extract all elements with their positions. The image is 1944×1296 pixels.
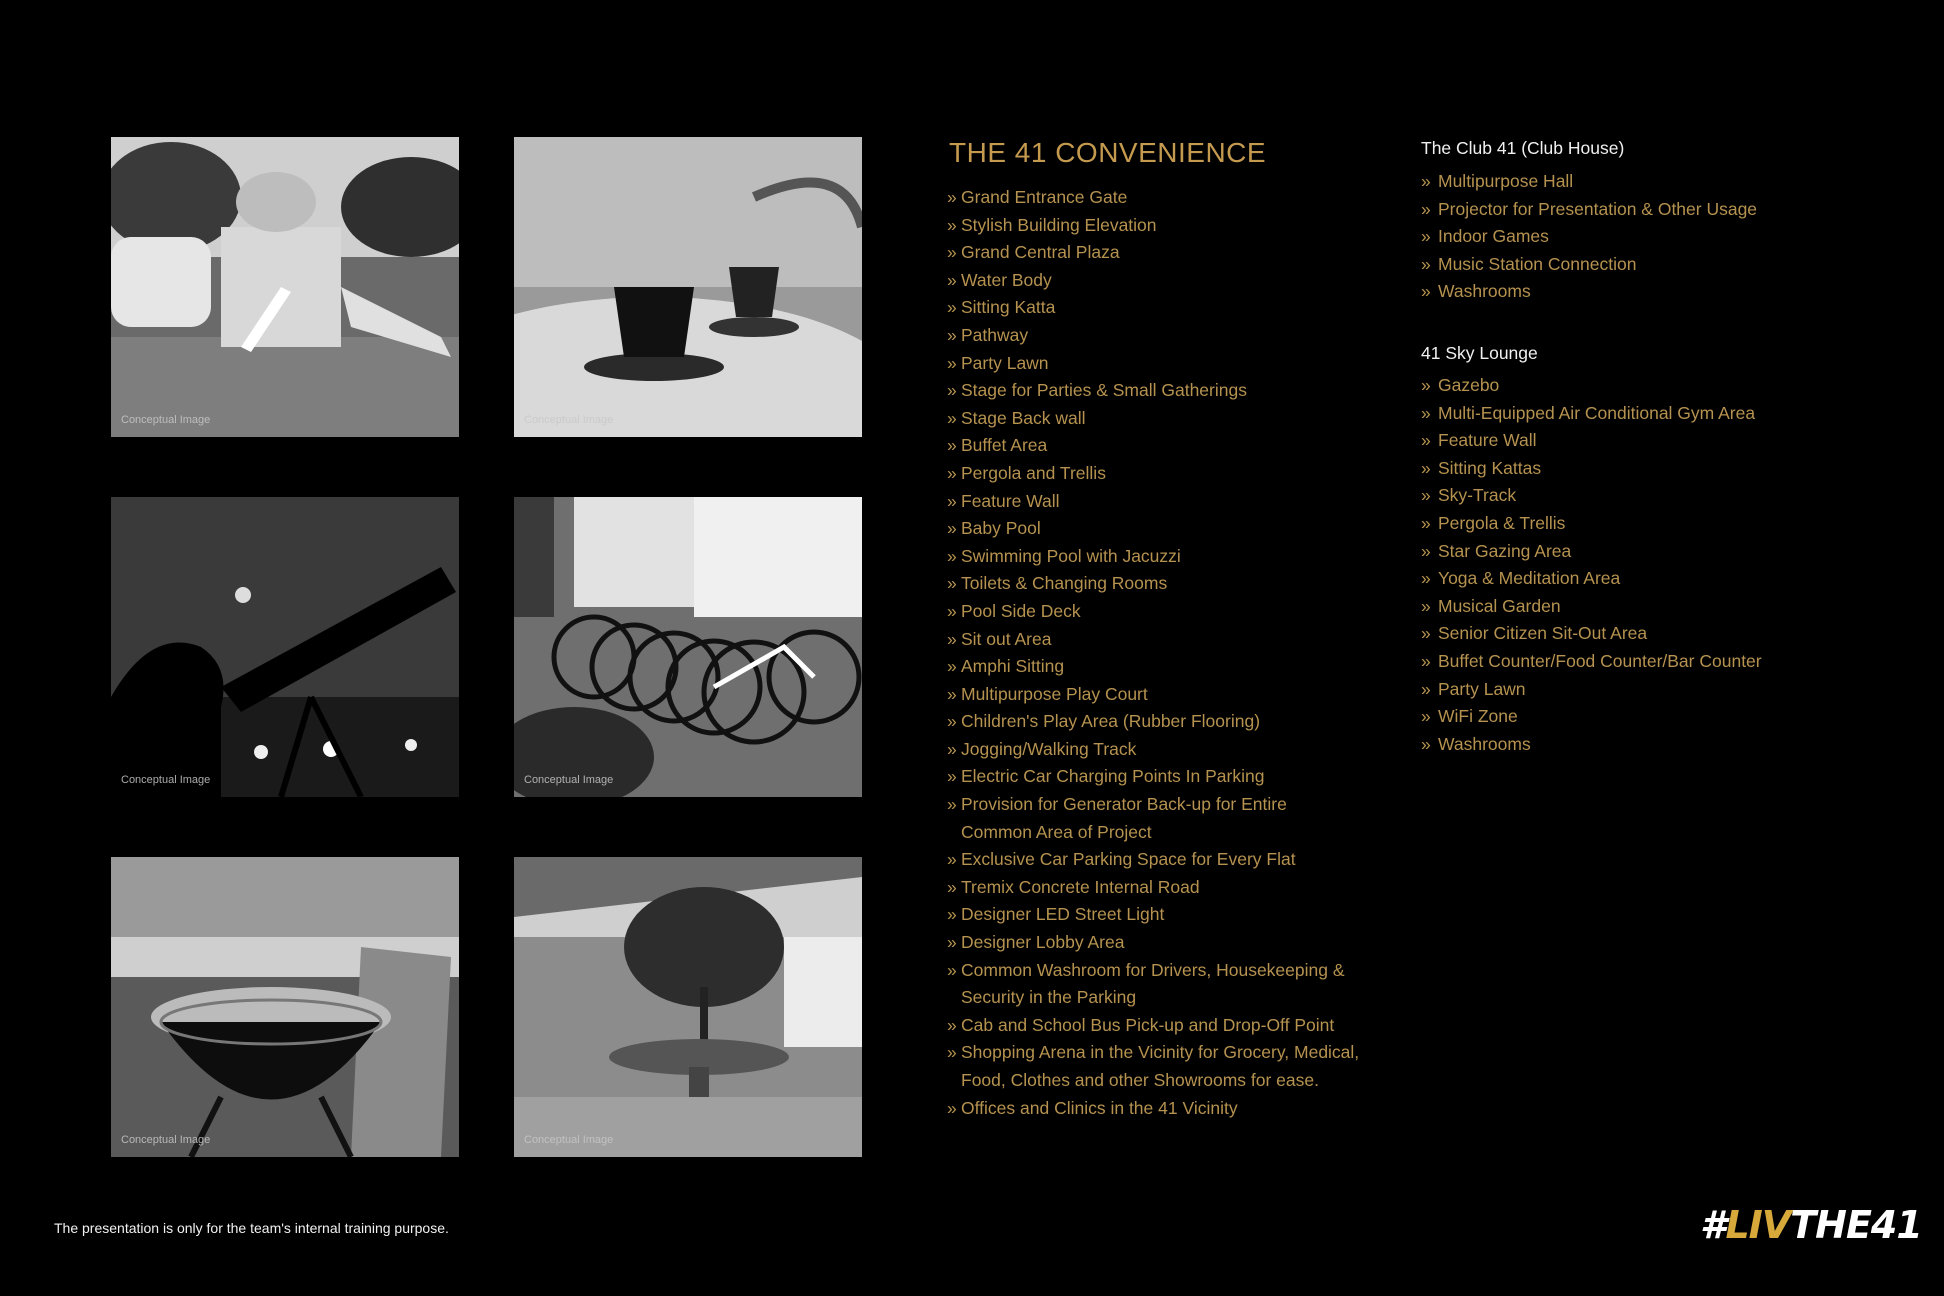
image-caption: Conceptual Image (121, 774, 211, 786)
list-item: » Music Station Connection (1421, 251, 1757, 279)
list-item: » Stage for Parties & Small Gatherings (947, 377, 1359, 405)
photo-telescope (111, 497, 459, 797)
photo-barbecue (111, 857, 459, 1157)
club-amenities-list (1421, 168, 1757, 306)
logo-liv: LIV (1725, 1203, 1791, 1247)
sky-lounge-amenities-list (1421, 372, 1762, 758)
playground-photo-icon (111, 137, 459, 437)
coffee-cups-photo-icon (514, 137, 862, 437)
image-caption: Conceptual Image (524, 1134, 614, 1146)
list-item: » Sitting Kattas (1421, 455, 1762, 483)
footer-disclaimer: The presentation is only for the team's internal training purpose. (54, 1220, 449, 1236)
photo-bicycles (514, 497, 862, 797)
list-item: » Swimming Pool with Jacuzzi (947, 543, 1359, 571)
livthe41-logo (1700, 1203, 1922, 1247)
logo-the41: THE41 (1790, 1203, 1922, 1247)
list-item: » Provision for Generator Back-up for Entire (947, 791, 1359, 819)
list-item: Security in the Parking (961, 987, 1137, 1008)
club-title: The Club 41 (Club House) (1421, 138, 1625, 158)
list-item: » Projector for Presentation & Other Usage (1421, 196, 1757, 224)
list-item: » Buffet Counter/Food Counter/Bar Counter (1421, 648, 1762, 676)
list-item: » Offices and Clinics in the 41 Vicinity (947, 1095, 1359, 1123)
list-item: » Common Washroom for Drivers, Housekeeping & (947, 957, 1359, 985)
list-item: » Pergola and Trellis (947, 460, 1359, 488)
list-item: » Designer LED Street Light (947, 901, 1359, 929)
image-caption: Conceptual Image (524, 774, 614, 786)
convenience-list (947, 184, 1359, 1122)
list-item: » Grand Entrance Gate (947, 184, 1359, 212)
list-item: » Designer Lobby Area (947, 929, 1359, 957)
sky-lounge-title: 41 Sky Lounge (1421, 343, 1538, 363)
list-item: » WiFi Zone (1421, 703, 1762, 731)
list-item: » Electric Car Charging Points In Parking (947, 763, 1359, 791)
list-item: » Multipurpose Hall (1421, 168, 1757, 196)
list-item: » Party Lawn (947, 350, 1359, 378)
list-item: » Baby Pool (947, 515, 1359, 543)
list-item: » Jogging/Walking Track (947, 736, 1359, 764)
list-item: » Star Gazing Area (1421, 538, 1762, 566)
list-item: » Party Lawn (1421, 676, 1762, 704)
list-item: » Sit out Area (947, 626, 1359, 654)
list-item: » Toilets & Changing Rooms (947, 570, 1359, 598)
list-item: » Pool Side Deck (947, 598, 1359, 626)
list-item: » Shopping Arena in the Vicinity for Grocery, Medical, (947, 1039, 1359, 1067)
image-caption: Conceptual Image (524, 414, 614, 426)
list-item: » Buffet Area (947, 432, 1359, 460)
image-caption: Conceptual Image (121, 414, 211, 426)
list-item: » Children's Play Area (Rubber Flooring) (947, 708, 1359, 736)
photo-coffee (514, 137, 862, 437)
list-item: » Musical Garden (1421, 593, 1762, 621)
list-item: » Feature Wall (1421, 427, 1762, 455)
list-item: » Multipurpose Play Court (947, 681, 1359, 709)
list-item: Common Area of Project (961, 821, 1152, 842)
list-item: Food, Clothes and other Showrooms for ease. (961, 1070, 1319, 1090)
list-item: » Stage Back wall (947, 405, 1359, 433)
list-item: » Exclusive Car Parking Space for Every Flat (947, 846, 1359, 874)
list-item: » Pathway (947, 322, 1359, 350)
list-item: » Stylish Building Elevation (947, 212, 1359, 240)
list-item: » Multi-Equipped Air Conditional Gym Area (1421, 400, 1762, 428)
list-item: » Gazebo (1421, 372, 1762, 400)
list-item: » Sky-Track (1421, 482, 1762, 510)
list-item: » Washrooms (1421, 278, 1757, 306)
lounge-tree-photo-icon (514, 857, 862, 1157)
logo-hash: # (1700, 1203, 1726, 1247)
image-caption: Conceptual Image (121, 1134, 211, 1146)
list-item: » Yoga & Meditation Area (1421, 565, 1762, 593)
list-item: » Indoor Games (1421, 223, 1757, 251)
list-item: » Grand Central Plaza (947, 239, 1359, 267)
telescope-stargazing-photo-icon (111, 497, 459, 797)
list-item: » Tremix Concrete Internal Road (947, 874, 1359, 902)
list-item: » Sitting Katta (947, 294, 1359, 322)
convenience-title: THE 41 CONVENIENCE (949, 137, 1267, 168)
list-item: » Senior Citizen Sit-Out Area (1421, 620, 1762, 648)
photo-playground (111, 137, 459, 437)
list-item: » Cab and School Bus Pick-up and Drop-Off Point (947, 1012, 1359, 1040)
photo-lounge (514, 857, 862, 1157)
barbecue-grill-photo-icon (111, 857, 459, 1157)
list-item: » Water Body (947, 267, 1359, 295)
list-item: » Pergola & Trellis (1421, 510, 1762, 538)
list-item: » Feature Wall (947, 488, 1359, 516)
list-item: » Amphi Sitting (947, 653, 1359, 681)
bicycles-photo-icon (514, 497, 862, 797)
list-item: » Washrooms (1421, 731, 1762, 759)
